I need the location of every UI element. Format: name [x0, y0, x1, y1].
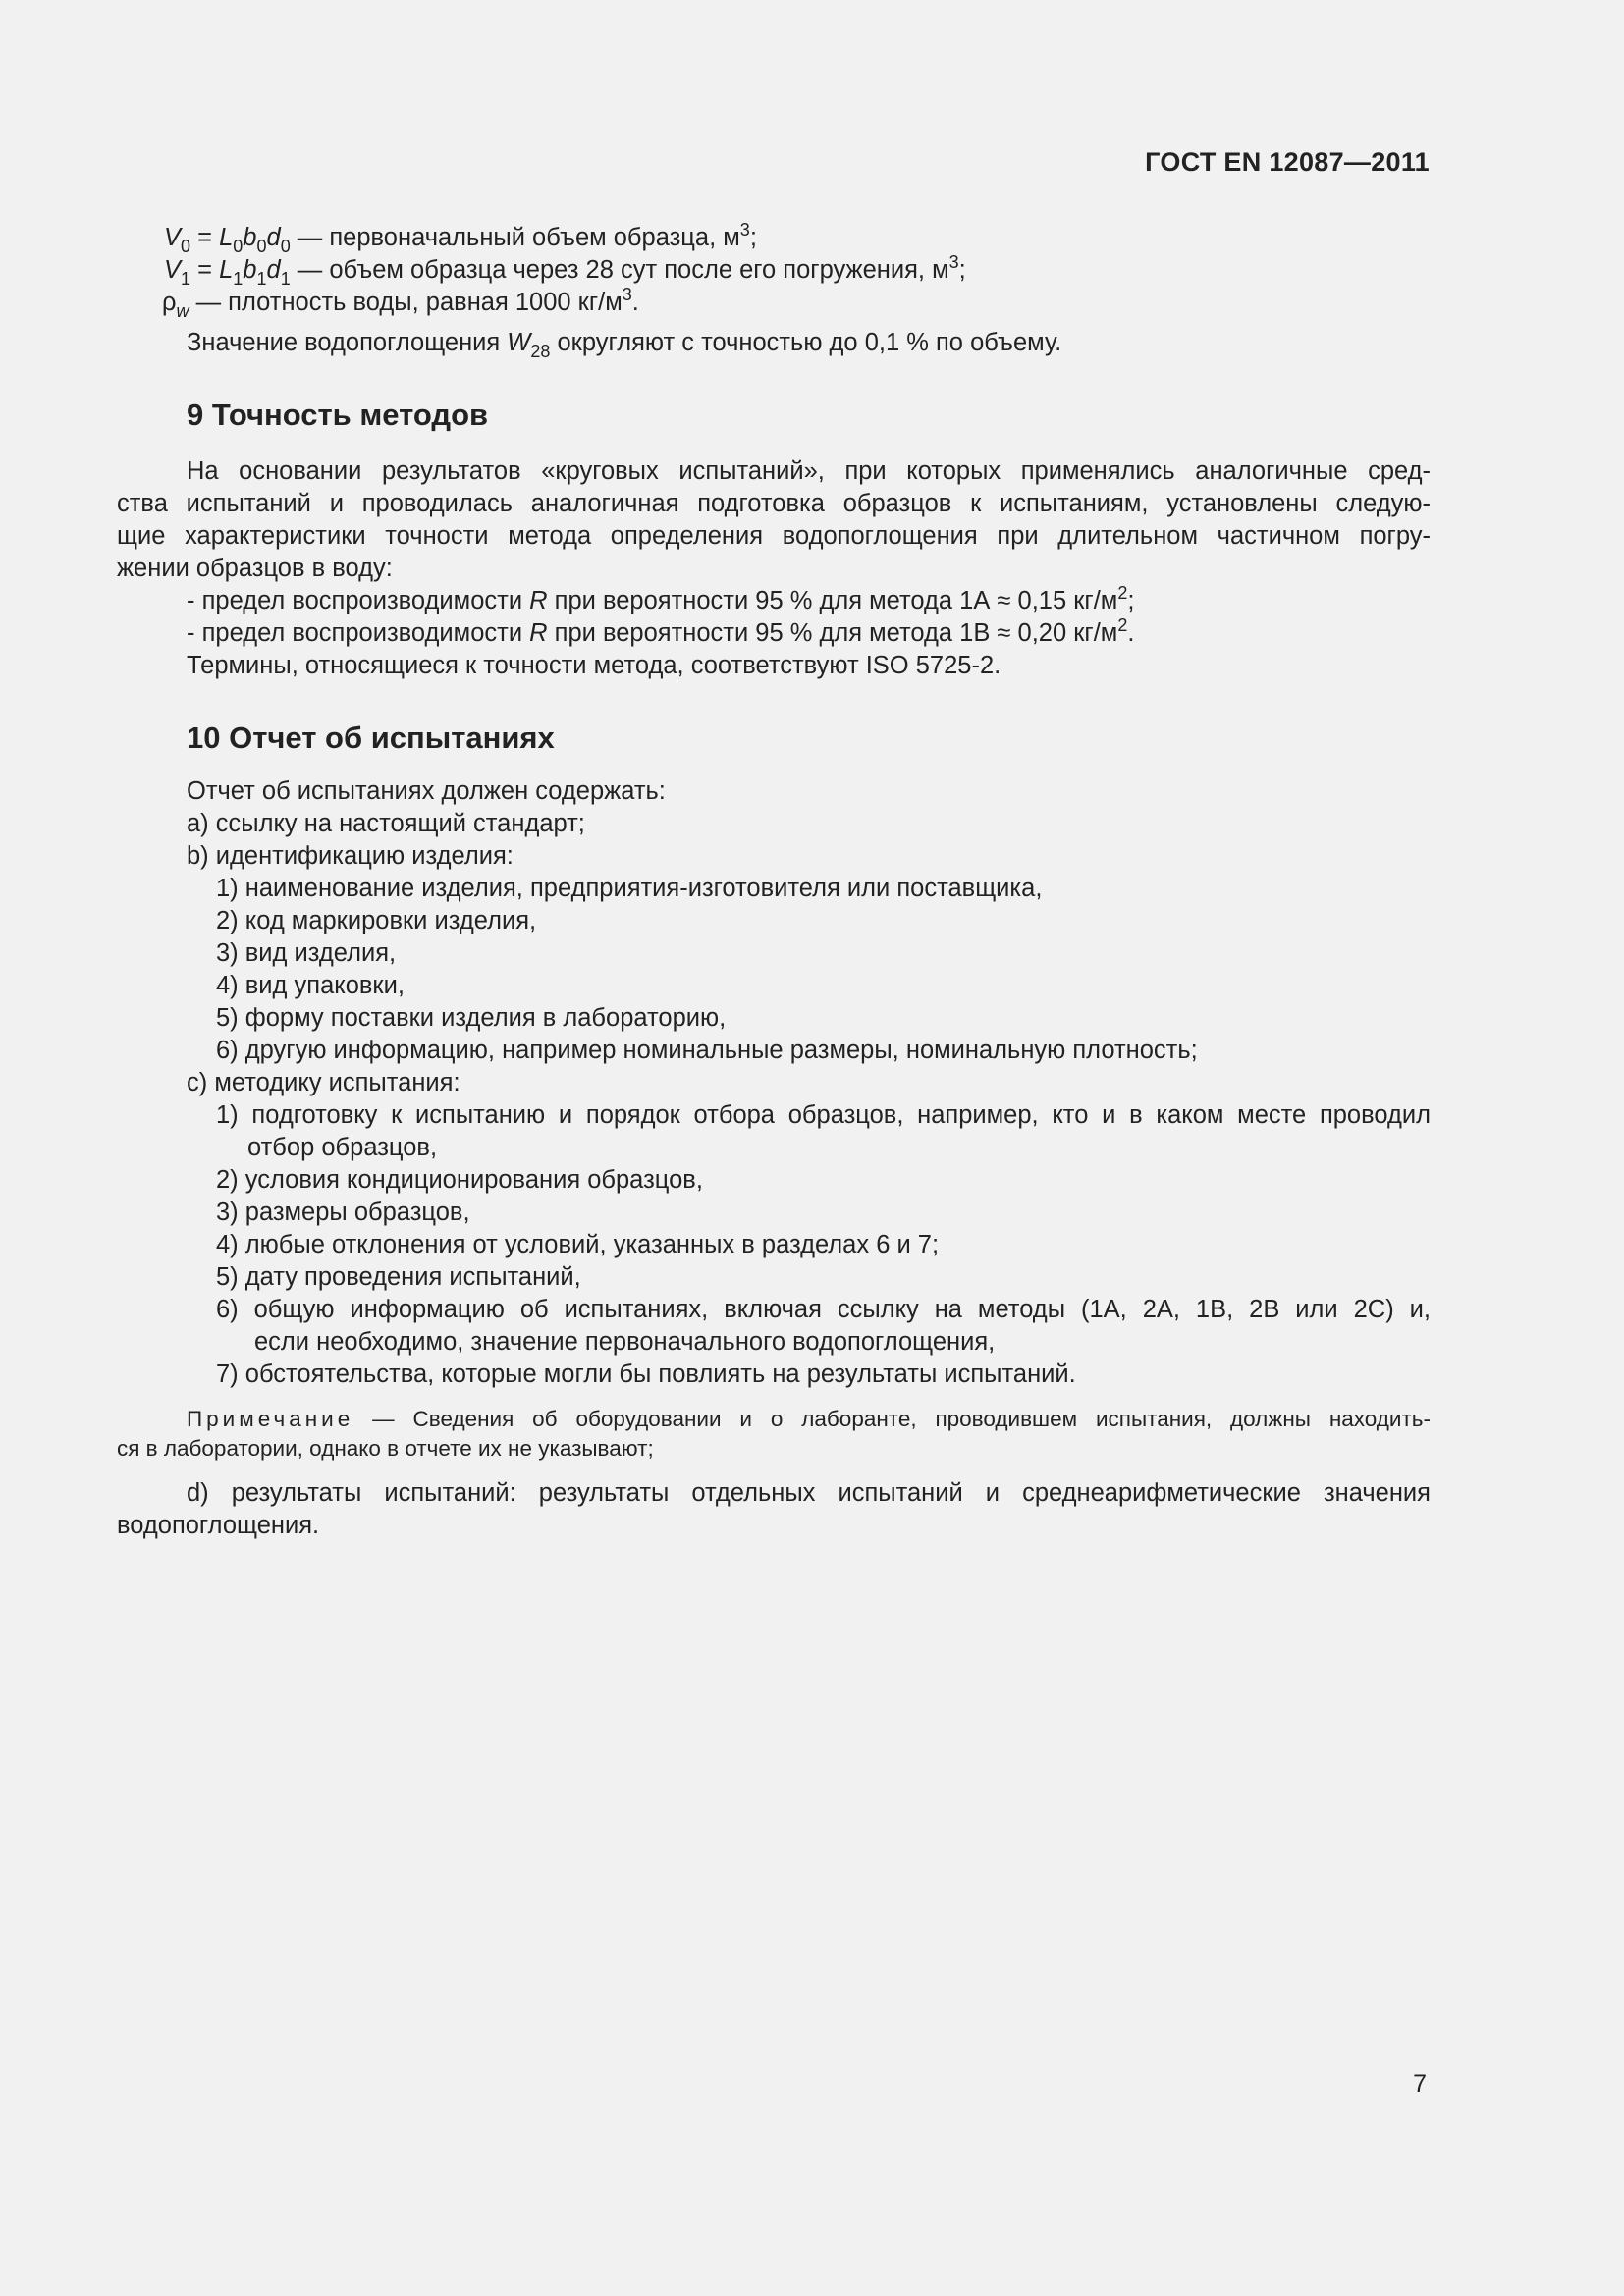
- symbol: d: [266, 256, 281, 284]
- section-9-title: 9 Точность методов: [187, 398, 489, 432]
- text: при вероятности 95 % для метода 1А ≈ 0,15 кг/м: [547, 587, 1118, 614]
- definition-v1: [117, 254, 1431, 287]
- text: при вероятности 95 % для метода 1В ≈ 0,20 кг/м: [547, 619, 1118, 647]
- section-9-para-line: щие характеристики точности метода определения водопоглощения при длительном частичном погру-: [117, 522, 1431, 550]
- symbol: L: [219, 256, 234, 284]
- reproducibility-item-1b: [117, 617, 1431, 650]
- symbol: V: [164, 224, 182, 251]
- note-text: — Сведения об оборудовании и о лаборанте, проводившем испытания, должны находить-: [353, 1407, 1431, 1431]
- report-subitem-c4: 4) любые отклонения от условий, указанных в разделах 6 и 7;: [216, 1231, 940, 1258]
- punctuation: ;: [958, 256, 966, 284]
- punctuation: .: [1127, 619, 1135, 647]
- report-item-d-continued: водопоглощения.: [117, 1512, 320, 1539]
- equals: =: [190, 256, 220, 284]
- subscript: 28: [530, 342, 551, 361]
- subscript: 0: [233, 237, 244, 256]
- superscript: 3: [622, 285, 632, 304]
- definition-text: — первоначальный объем образца, м: [290, 224, 740, 251]
- symbol: W: [507, 329, 531, 356]
- section-10-title: 10 Отчет об испытаниях: [187, 721, 555, 755]
- text: - предел воспроизводимости: [187, 619, 530, 647]
- rounding-rule: [117, 327, 1431, 359]
- standard-header: ГОСТ EN 12087—2011: [1145, 147, 1430, 177]
- subscript: 0: [280, 237, 291, 256]
- text: Значение водопоглощения: [187, 329, 508, 356]
- section-9-para-line: ства испытаний и проводилась аналогичная подготовка образцов к испытаниям, установлены следую-: [117, 490, 1431, 517]
- report-subitem-c6: 6) общую информацию об испытаниях, включая ссылку на методы (1А, 2А, 1В, 2В или 2С) и,: [216, 1296, 1431, 1323]
- report-subitem-b2: 2) код маркировки изделия,: [216, 907, 537, 934]
- report-subitem-c3: 3) размеры образцов,: [216, 1199, 470, 1226]
- report-item-c: c) методику испытания:: [187, 1069, 460, 1096]
- text: округляют с точностью до 0,1 % по объему.: [550, 329, 1062, 356]
- subscript: 1: [280, 269, 291, 289]
- subscript: 1: [233, 269, 244, 289]
- symbol: b: [243, 256, 257, 284]
- punctuation: ;: [1127, 587, 1135, 614]
- superscript: 3: [948, 252, 959, 272]
- symbol: L: [219, 224, 234, 251]
- report-intro: Отчет об испытаниях должен содержать:: [187, 777, 666, 805]
- punctuation: .: [631, 289, 639, 316]
- report-subitem-b5: 5) форму поставки изделия в лабораторию,: [216, 1004, 727, 1032]
- symbol: R: [529, 619, 548, 647]
- text: - предел воспроизводимости: [187, 587, 530, 614]
- symbol: V: [164, 256, 182, 284]
- report-subitem-b1: 1) наименование изделия, предприятия-изготовителя или поставщика,: [216, 875, 1043, 902]
- report-subitem-b4: 4) вид упаковки,: [216, 972, 405, 999]
- definition-text: — плотность воды, равная 1000 кг/м: [189, 289, 623, 316]
- reproducibility-item-1a: [117, 585, 1431, 617]
- note-line-continued: ся в лаборатории, однако в отчете их не указывают;: [117, 1436, 654, 1461]
- report-item-b: b) идентификацию изделия:: [187, 842, 514, 870]
- report-item-a: a) ссылку на настоящий стандарт;: [187, 810, 585, 837]
- document-body: [117, 222, 1431, 1542]
- report-subitem-c2: 2) условия кондиционирования образцов,: [216, 1166, 703, 1194]
- symbol: d: [266, 224, 281, 251]
- subscript: 0: [256, 237, 267, 256]
- definition-text: — объем образца через 28 сут после его погружения, м: [290, 256, 949, 284]
- report-subitem-c1: 1) подготовку к испытанию и порядок отбора образцов, например, кто и в каком месте проводил: [216, 1101, 1431, 1129]
- subscript: 1: [256, 269, 267, 289]
- note-block: [117, 1405, 1431, 1464]
- equals: =: [190, 224, 220, 251]
- report-subitem-b6: 6) другую информацию, например номинальные размеры, номинальную плотность;: [216, 1037, 1198, 1064]
- report-subitem-b3: 3) вид изделия,: [216, 939, 397, 967]
- section-9-para-line: жении образцов в воду:: [117, 555, 393, 582]
- symbol: ρ: [162, 289, 177, 316]
- definition-v0: [117, 222, 1431, 254]
- terms-reference: Термины, относящиеся к точности метода, соответствуют ISO 5725-2.: [187, 652, 1001, 679]
- report-subitem-c7: 7) обстоятельства, которые могли бы повлиять на результаты испытаний.: [216, 1361, 1076, 1388]
- report-subitem-c6-continued: если необходимо, значение первоначального водопоглощения,: [254, 1328, 996, 1356]
- report-item-d: d) результаты испытаний: результаты отдельных испытаний и среднеарифметические значения: [187, 1479, 1431, 1507]
- superscript: 2: [1117, 615, 1128, 635]
- note-label: Примечание: [187, 1407, 354, 1431]
- report-subitem-c5: 5) дату проведения испытаний,: [216, 1263, 581, 1291]
- subscript: w: [176, 301, 189, 321]
- page-number: 7: [1413, 2070, 1427, 2098]
- symbol: b: [243, 224, 257, 251]
- superscript: 3: [739, 220, 750, 240]
- definition-rho: [117, 287, 1431, 319]
- superscript: 2: [1117, 583, 1128, 603]
- section-9-para-line: На основании результатов «круговых испытаний», при которых применялись аналогичные сред-: [187, 457, 1431, 485]
- subscript: 0: [181, 237, 191, 256]
- symbol: R: [529, 587, 548, 614]
- subscript: 1: [181, 269, 191, 289]
- report-subitem-c1-continued: отбор образцов,: [247, 1134, 438, 1161]
- note-line: [117, 1405, 1431, 1434]
- punctuation: ;: [749, 224, 757, 251]
